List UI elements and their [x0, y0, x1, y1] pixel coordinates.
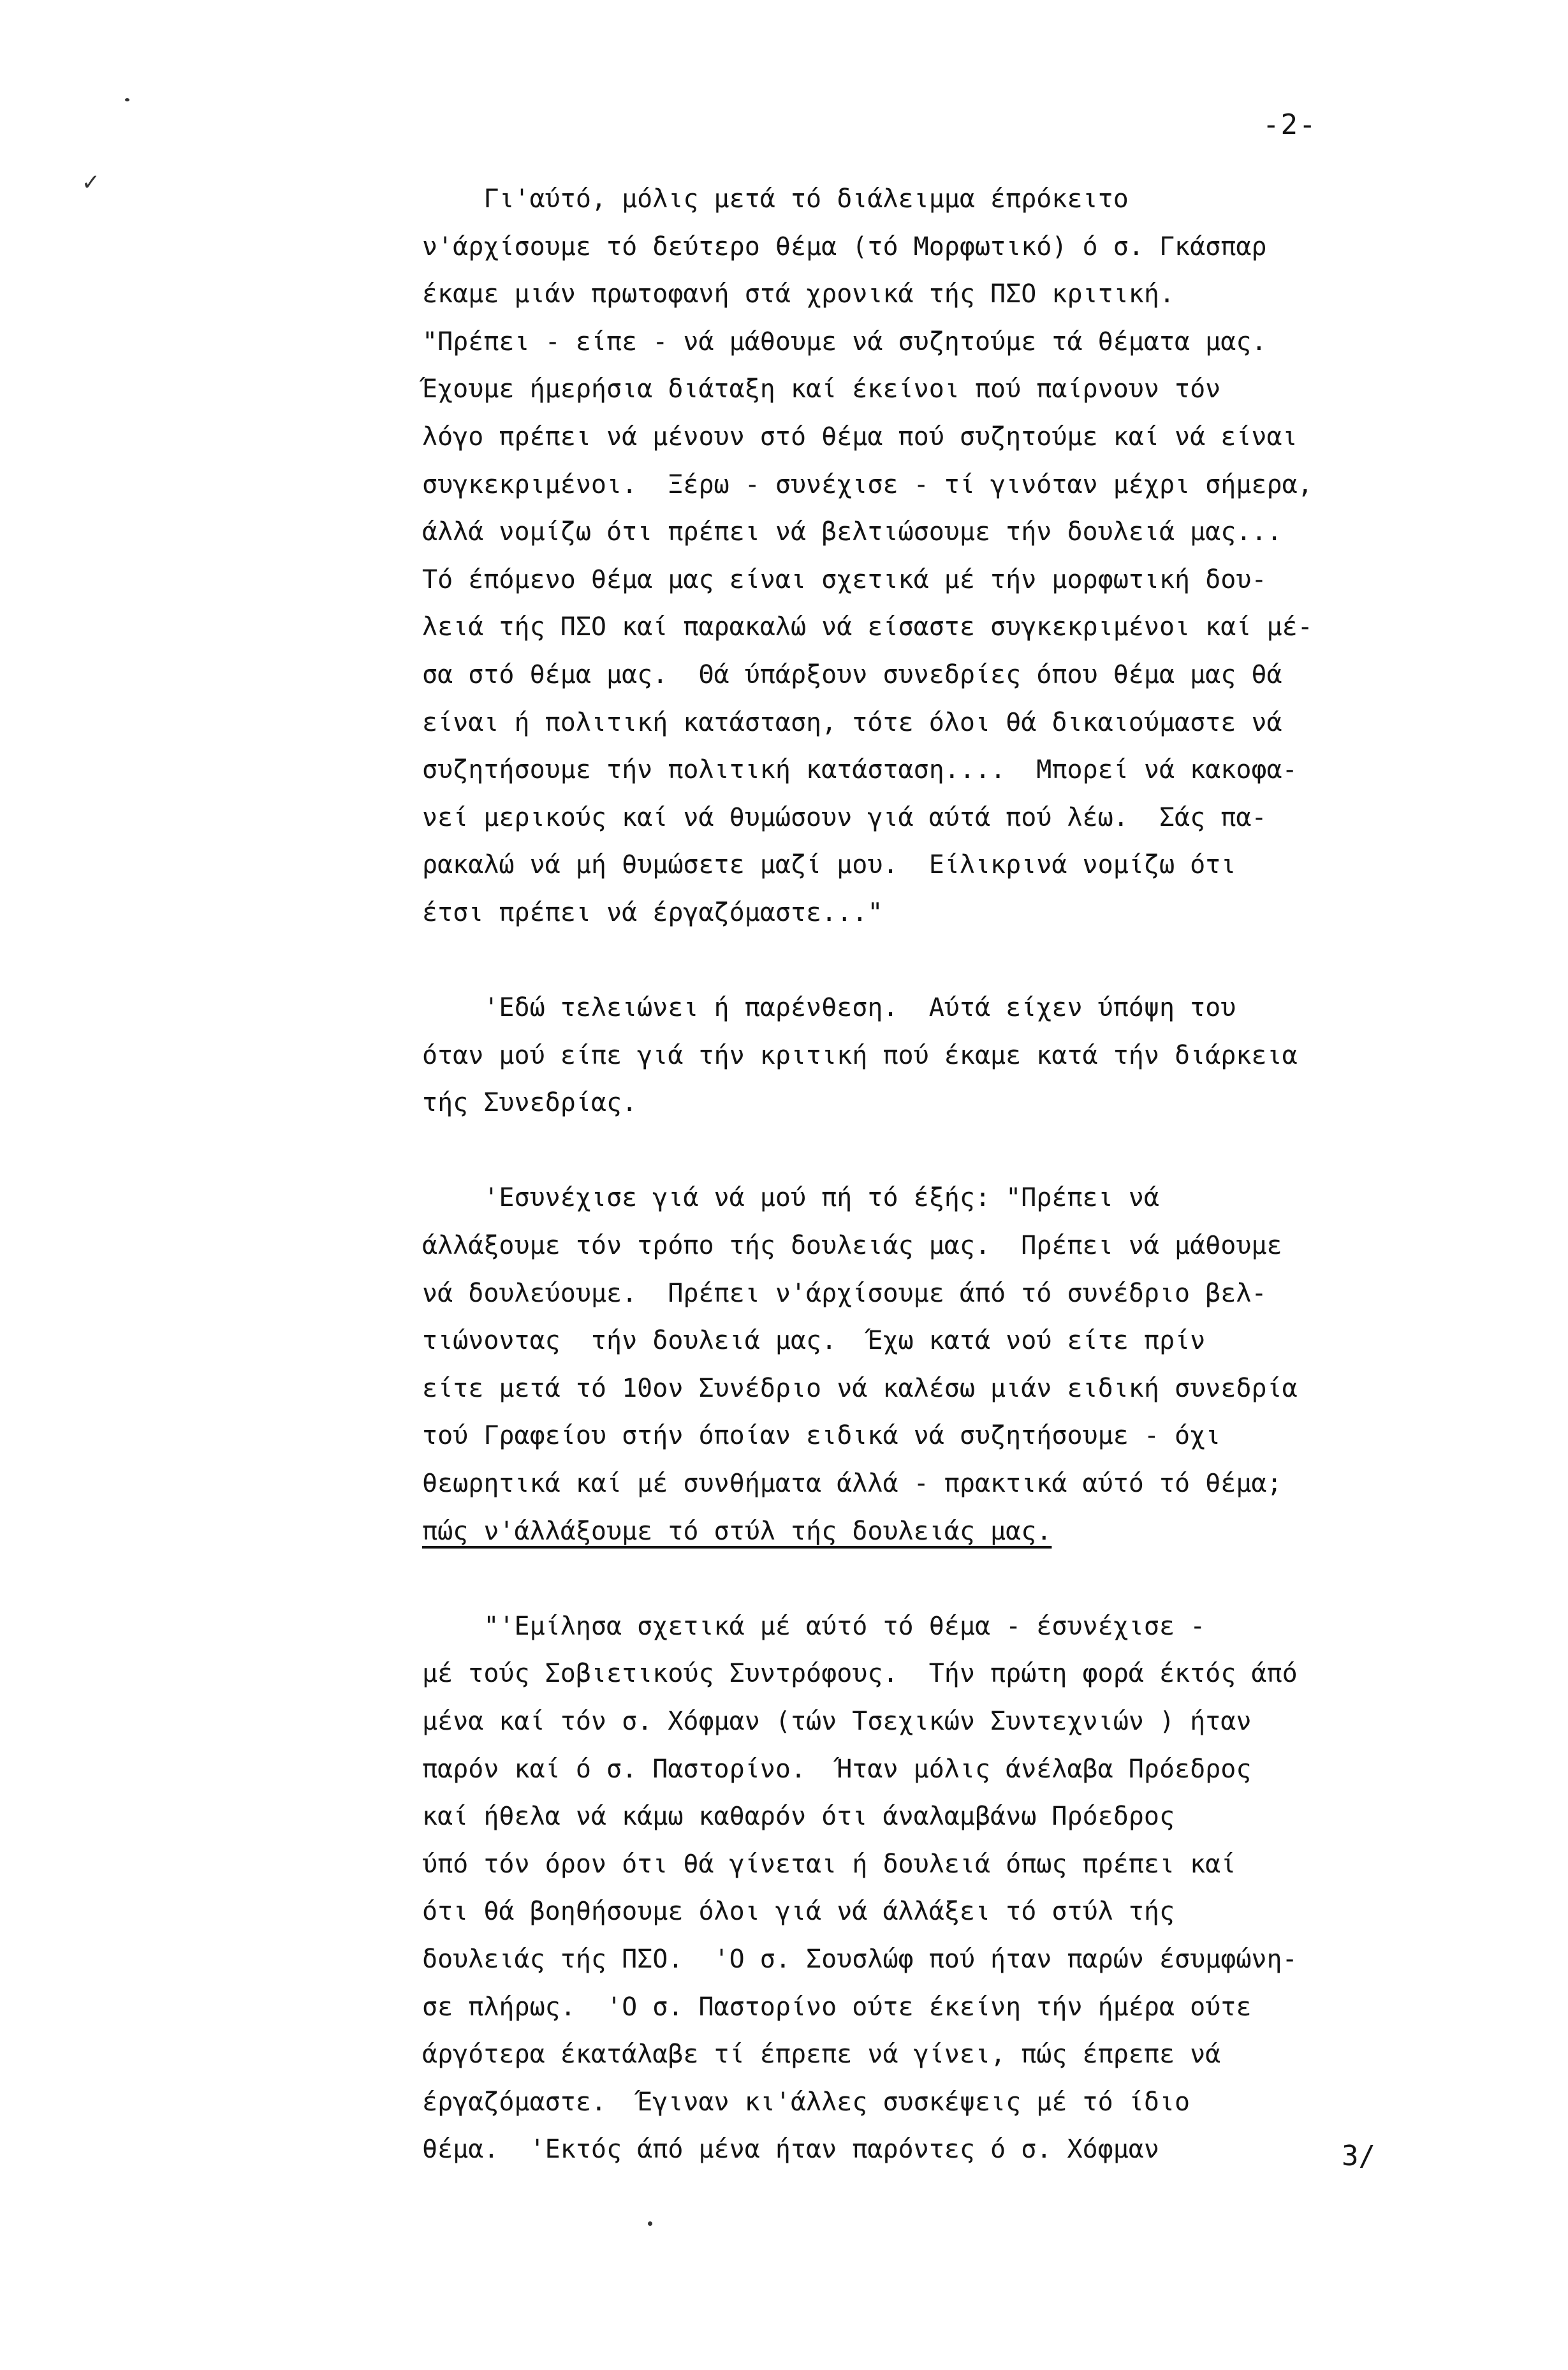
underlined-phrase: πώς ν'άλλάξουμε τό στύλ τής δουλειάς μας. [422, 1516, 1052, 1546]
text-line: λειά τής ΠΣΟ καί παρακαλώ νά είσαστε συγκεκριμένοι καί μέ- [422, 612, 1313, 642]
scan-speck [125, 98, 129, 101]
text-line: άλλά νομίζω ότι πρέπει νά βελτιώσουμε τήν δουλειά μας... [422, 517, 1282, 547]
text-line: Γι'αύτό, μόλις μετά τό διάλειμμα έπρόκειτο [422, 184, 1129, 214]
text-line: ν'άρχίσουμε τό δεύτερο θέμα (τό Μορφωτικό) ό σ. Γκάσπαρ [422, 232, 1267, 261]
paragraph-gap [422, 937, 1506, 985]
text-line: 'Εσυνέχισε γιά νά μού πή τό έξής: "Πρέπει νά [422, 1183, 1159, 1213]
text-line: "Πρέπει - είπε - νά μάθουμε νά συζητούμε τά θέματα μας. [422, 327, 1267, 357]
text-line: ρακαλώ νά μή θυμώσετε μαζί μου. Είλικρινά νομίζω ότι [422, 850, 1236, 880]
text-line: συγκεκριμένοι. Ξέρω - συνέχισε - τί γινόταν μέχρι σήμερα, [422, 469, 1313, 499]
text-line: σα στό θέμα μας. Θά ύπάρξουν συνεδρίες όπου θέμα μας θά [422, 659, 1282, 689]
text-line: καί ήθελα νά κάμω καθαρόν ότι άναλαμβάνω Πρόεδρος [422, 1802, 1175, 1832]
paragraph [422, 1603, 1506, 2174]
check-mark-icon: ✓ [83, 167, 99, 196]
text-line: άλλάξουμε τόν τρόπο τής δουλειάς μας. Πρέπει νά μάθουμε [422, 1231, 1282, 1261]
text-line: Έχουμε ήμερήσια διάταξη καί έκείνοι πού παίρνουν τόν [422, 374, 1221, 404]
text-line: συζητήσουμε τήν πολιτική κατάσταση.... Μπορεί νά κακοφα- [422, 755, 1298, 785]
text-line: τού Γραφείου στήν όποίαν ειδικά νά συζητήσουμε - όχι [422, 1421, 1221, 1451]
paragraph [422, 175, 1506, 937]
text-line: μέ τούς Σοβιετικούς Συντρόφους. Τήν πρώτη φορά έκτός άπό [422, 1659, 1298, 1689]
text-line: έργαζόμαστε. Έγιναν κι'άλλες συσκέψεις μέ τό ίδιο [422, 2087, 1191, 2117]
text-line: νά δουλεύουμε. Πρέπει ν'άρχίσουμε άπό τό συνέδριο βελ- [422, 1278, 1267, 1308]
text-line: άργότερα έκατάλαβε τί έπρεπε νά γίνει, πώς έπρεπε νά [422, 2040, 1221, 2070]
scan-speck [648, 2221, 652, 2226]
paragraph [422, 984, 1506, 1127]
text-line: ύπό τόν όρον ότι θά γίνεται ή δουλειά όπως πρέπει καί [422, 1849, 1236, 1879]
text-line: 'Εδώ τελειώνει ή παρένθεση. Αύτά είχεν ύπόψη του [422, 993, 1236, 1023]
underlined-text-line [422, 1508, 1506, 1556]
text-line: τιώνοντας τήν δουλειά μας. Έχω κατά νού είτε πρίν [422, 1326, 1206, 1356]
text-line: μένα καί τόν σ. Χόφμαν (τών Τσεχικών Συντεχνιών ) ήταν [422, 1707, 1252, 1736]
text-line: τής Συνεδρίας. [422, 1088, 638, 1118]
text-line: έτσι πρέπει νά έργαζόμαστε..." [422, 897, 883, 927]
page-number: -2- [1263, 108, 1317, 141]
text-line: νεί μερικούς καί νά θυμώσουν γιά αύτά πού λέω. Σάς πα- [422, 802, 1267, 832]
continuation-marker: 3/ [1342, 2140, 1375, 2172]
text-line: είναι ή πολιτική κατάσταση, τότε όλοι θά δικαιούμαστε νά [422, 707, 1282, 737]
text-line: παρόν καί ό σ. Παστορίνο. Ήταν μόλις άνέλαβα Πρόεδρος [422, 1754, 1252, 1784]
text-line: είτε μετά τό 10ον Συνέδριο νά καλέσω μιάν ειδική συνεδρία [422, 1373, 1298, 1403]
text-line: ότι θά βοηθήσουμε όλοι γιά νά άλλάξει τό στύλ τής [422, 1897, 1175, 1927]
text-line: "'Εμίλησα σχετικά μέ αύτό τό θέμα - έσυνέχισε - [422, 1611, 1206, 1641]
text-line: Τό έπόμενο θέμα μας είναι σχετικά μέ τήν μορφωτική δου- [422, 564, 1267, 594]
paragraph-gap [422, 1127, 1506, 1175]
text-line: σε πλήρως. 'Ο σ. Παστορίνο ούτε έκείνη τήν ήμέρα ούτε [422, 1992, 1252, 2022]
text-line: λόγο πρέπει νά μένουν στό θέμα πού συζητούμε καί νά είναι [422, 422, 1298, 452]
paragraph [422, 1174, 1506, 1555]
document-body [422, 175, 1506, 2174]
text-line: όταν μού είπε γιά τήν κριτική πού έκαμε κατά τήν διάρκεια [422, 1040, 1298, 1070]
paragraph-gap [422, 1555, 1506, 1603]
text-line: έκαμε μιάν πρωτοφανή στά χρονικά τής ΠΣΟ κριτική. [422, 279, 1175, 309]
text-line: θέμα. 'Εκτός άπό μένα ήταν παρόντες ό σ. Χόφμαν [422, 2135, 1159, 2165]
text-line: δουλειάς τής ΠΣΟ. 'Ο σ. Σουσλώφ πού ήταν παρών έσυμφώνη- [422, 1944, 1298, 1974]
text-line: θεωρητικά καί μέ συνθήματα άλλά - πρακτικά αύτό τό θέμα; [422, 1469, 1282, 1499]
